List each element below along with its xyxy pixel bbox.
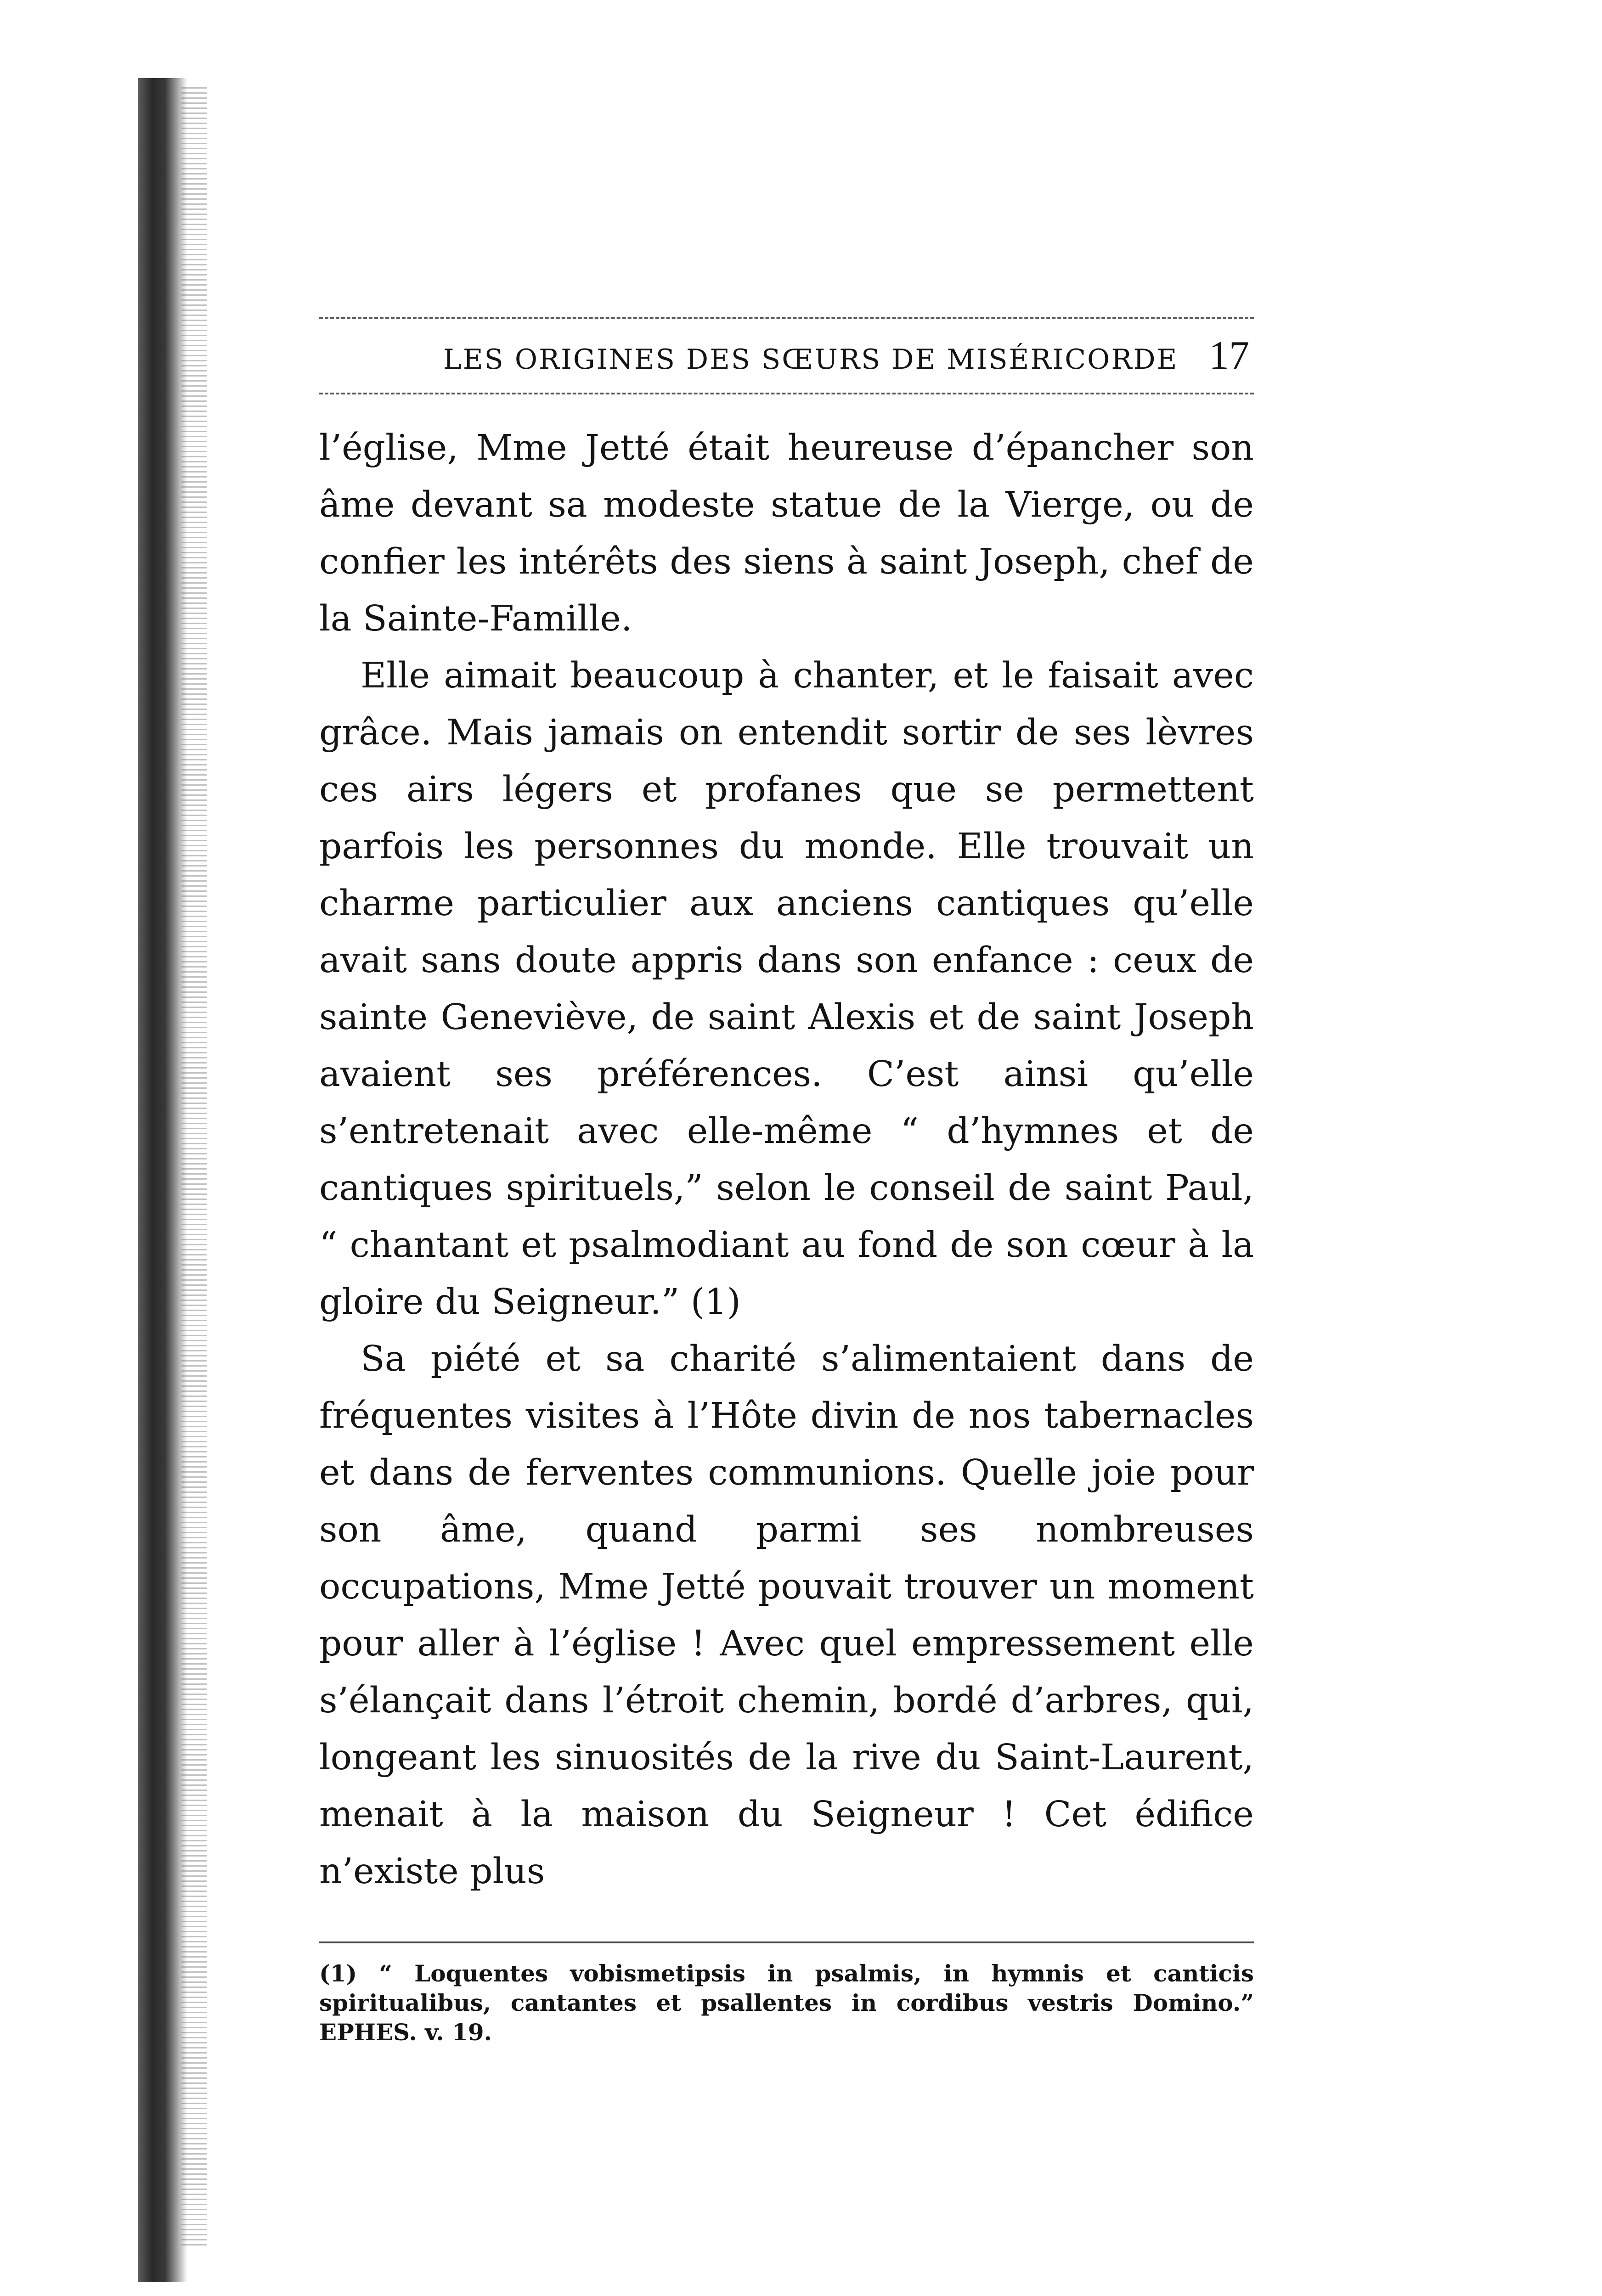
binding-texture [181,87,207,2245]
footnote-rule [319,1941,1254,1943]
book-page [319,317,1254,2047]
running-title: LES ORIGINES DES SŒURS DE MISÉRICORDE [443,343,1179,376]
page-number: 17 [1209,333,1249,378]
paragraph-2: Elle aimait beaucoup à chanter, et le faisait avec grâce. Mais jamais on entendit sortir de ses lèvres ces airs légers et profanes que se permettent parfois les personnes du monde. Elle trouvait un charme particulier aux anciens cantiques qu’elle avait sans doute appris dans son enfance : ceux de sainte Geneviève, de saint Alexis et de saint Joseph avaient ses préférences. C’est ainsi qu’elle s’entretenait avec elle-même “ d’hymnes et de cantiques spirituels,” selon le conseil de saint Paul, “ chantant et psalmodiant au fond de son cœur à la gloire du Seigneur.” (1) [319,655,1254,1322]
body-text [319,420,1254,1900]
header-bottom-rule [319,393,1254,394]
running-header [319,319,1254,393]
binding-shadow [138,78,187,2282]
footnote: (1) “ Loquentes vobismetipsis in psalmis, in hymnis et canticis spiritualibus, cantantes et psallentes in cordibus vestris Domino.” EPHES. v. 19. [319,1960,1254,2046]
paragraph-1: l’église, Mme Jetté était heureuse d’épancher son âme devant sa modeste statue de la Vierge, ou de confier les intérêts des siens à saint Joseph, chef de la Sainte-Famille. [319,428,1254,639]
paragraph-3: Sa piété et sa charité s’alimentaient dans de fréquentes visites à l’Hôte divin de nos tabernacles et dans de ferventes communions. Quelle joie pour son âme, quand parmi ses nombreuses occupations, Mme Jetté pouvait trouver un moment pour aller à l’église ! Avec quel empressement elle s’élançait dans l’étroit chemin, bordé d’arbres, qui, longeant les sinuosités de la rive du Saint-Laurent, menait à la maison du Seigneur ! Cet édifice n’existe plus [319,1339,1254,1892]
